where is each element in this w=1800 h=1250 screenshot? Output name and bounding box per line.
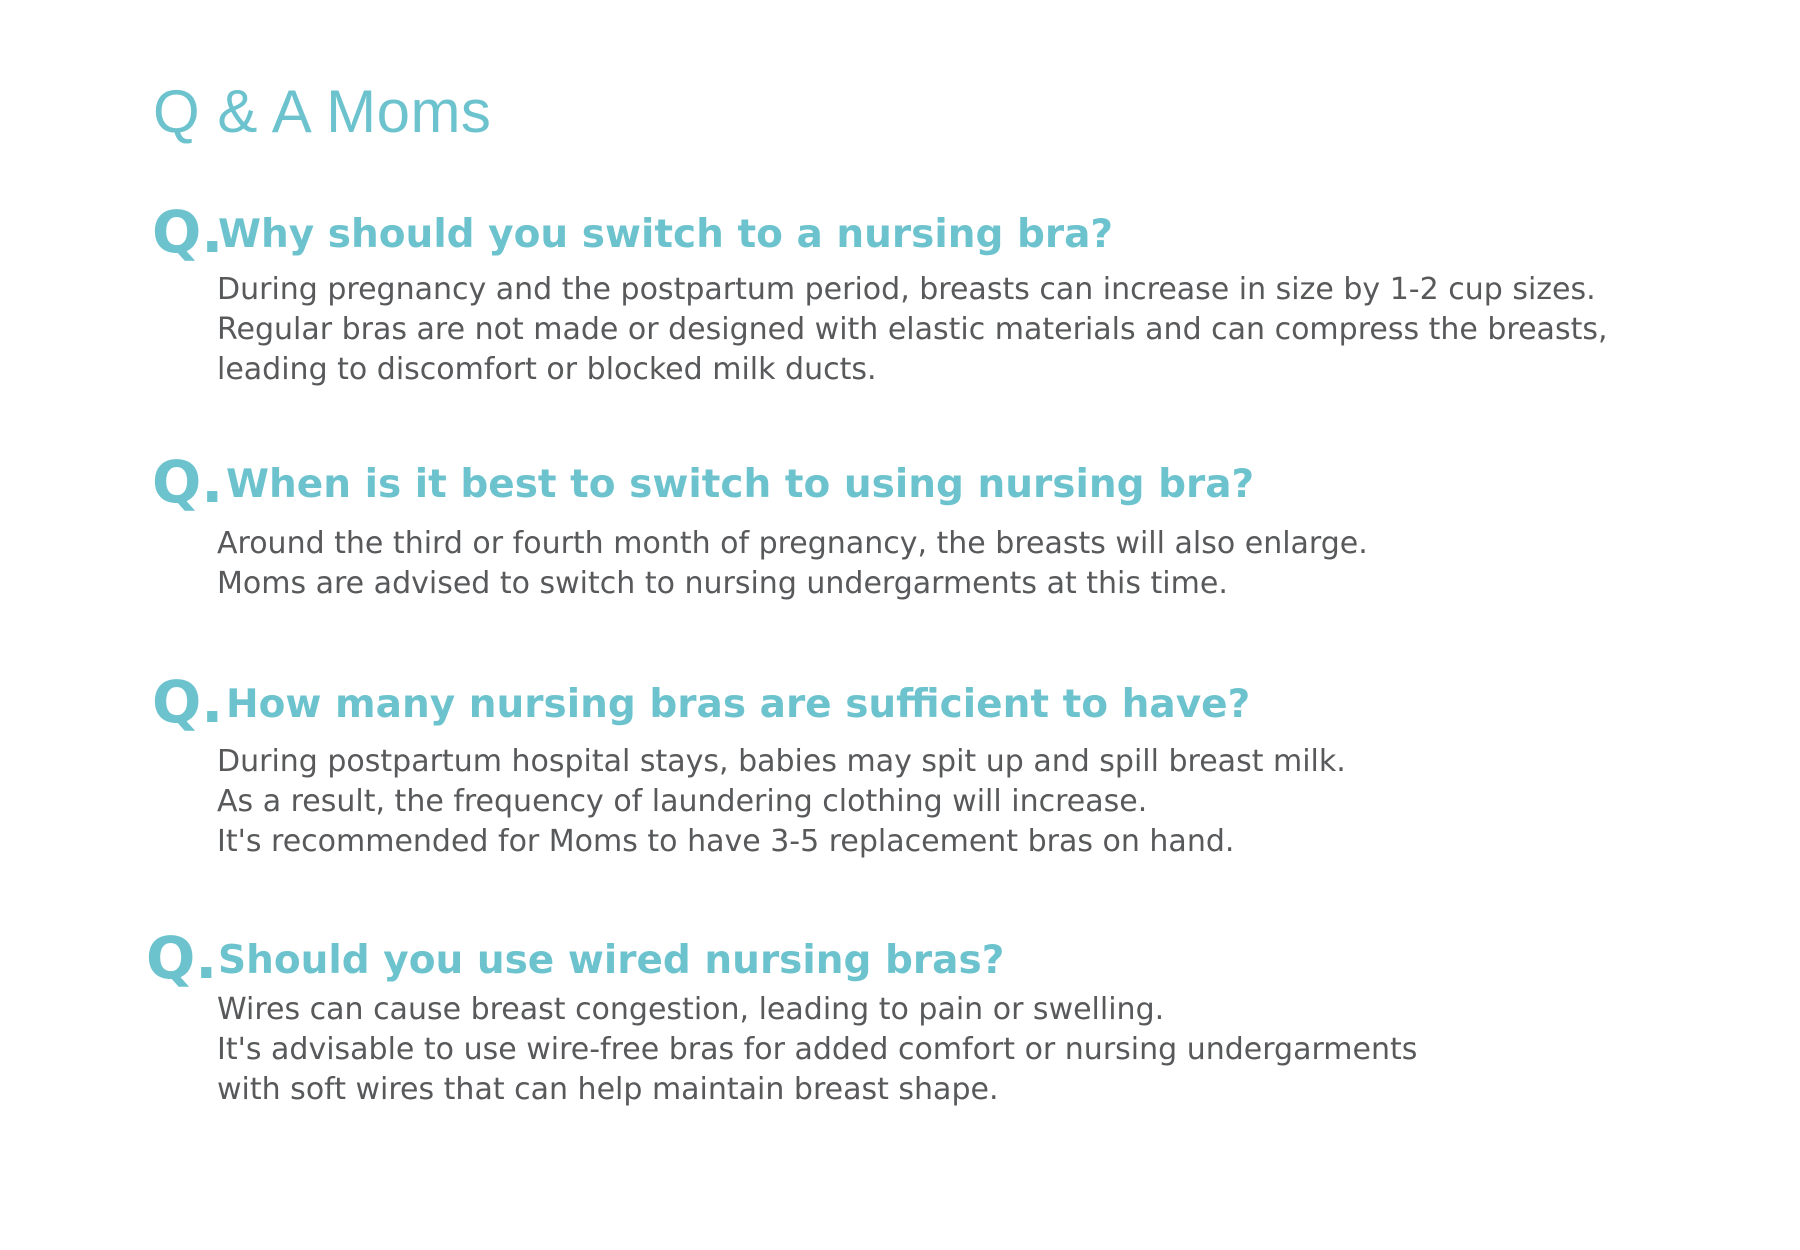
answer-line: It's recommended for Moms to have 3-5 replacement bras on hand. (217, 824, 1235, 859)
question-text: When is it best to switch to using nursing bra? (226, 462, 1255, 507)
question-row (0, 918, 1800, 998)
answer-line: Regular bras are not made or designed with elastic materials and can compress the breasts, (217, 312, 1608, 347)
answer-line: with soft wires that can help maintain breast shape. (217, 1072, 999, 1107)
answer-line: During pregnancy and the postpartum period, breasts can increase in size by 1-2 cup sizes. (217, 272, 1596, 307)
qa-item-4 (0, 918, 1800, 1107)
qa-item-3 (0, 662, 1800, 859)
answer-line: Around the third or fourth month of pregnancy, the breasts will also enlarge. (217, 526, 1368, 561)
answer-text (217, 990, 1417, 1110)
answer-text (217, 270, 1608, 390)
answer-text (217, 742, 1346, 862)
question-text: Should you use wired nursing bras? (218, 938, 1005, 983)
question-row (0, 192, 1800, 272)
answer-text (217, 524, 1368, 604)
answer-line: It's advisable to use wire-free bras for added comfort or nursing undergarments (217, 1032, 1418, 1067)
question-text: How many nursing bras are sufficient to have? (226, 682, 1251, 727)
answer-line: As a result, the frequency of laundering clothing will increase. (217, 784, 1148, 819)
answer-line: Wires can cause breast congestion, leading to pain or swelling. (217, 992, 1165, 1027)
page-title: Q & A Moms (153, 78, 492, 145)
q-marker: Q. (152, 198, 224, 266)
q-marker: Q. (152, 668, 224, 736)
qa-item-1 (0, 192, 1800, 387)
question-text: Why should you switch to a nursing bra? (218, 212, 1114, 257)
answer-line: leading to discomfort or blocked milk ducts. (217, 352, 877, 387)
answer-line: During postpartum hospital stays, babies may spit up and spill breast milk. (217, 744, 1346, 779)
question-row (0, 442, 1800, 522)
qa-item-2 (0, 442, 1800, 601)
answer-line: Moms are advised to switch to nursing undergarments at this time. (217, 566, 1228, 601)
q-marker: Q. (152, 448, 224, 516)
q-marker: Q. (146, 924, 218, 992)
question-row (0, 662, 1800, 742)
